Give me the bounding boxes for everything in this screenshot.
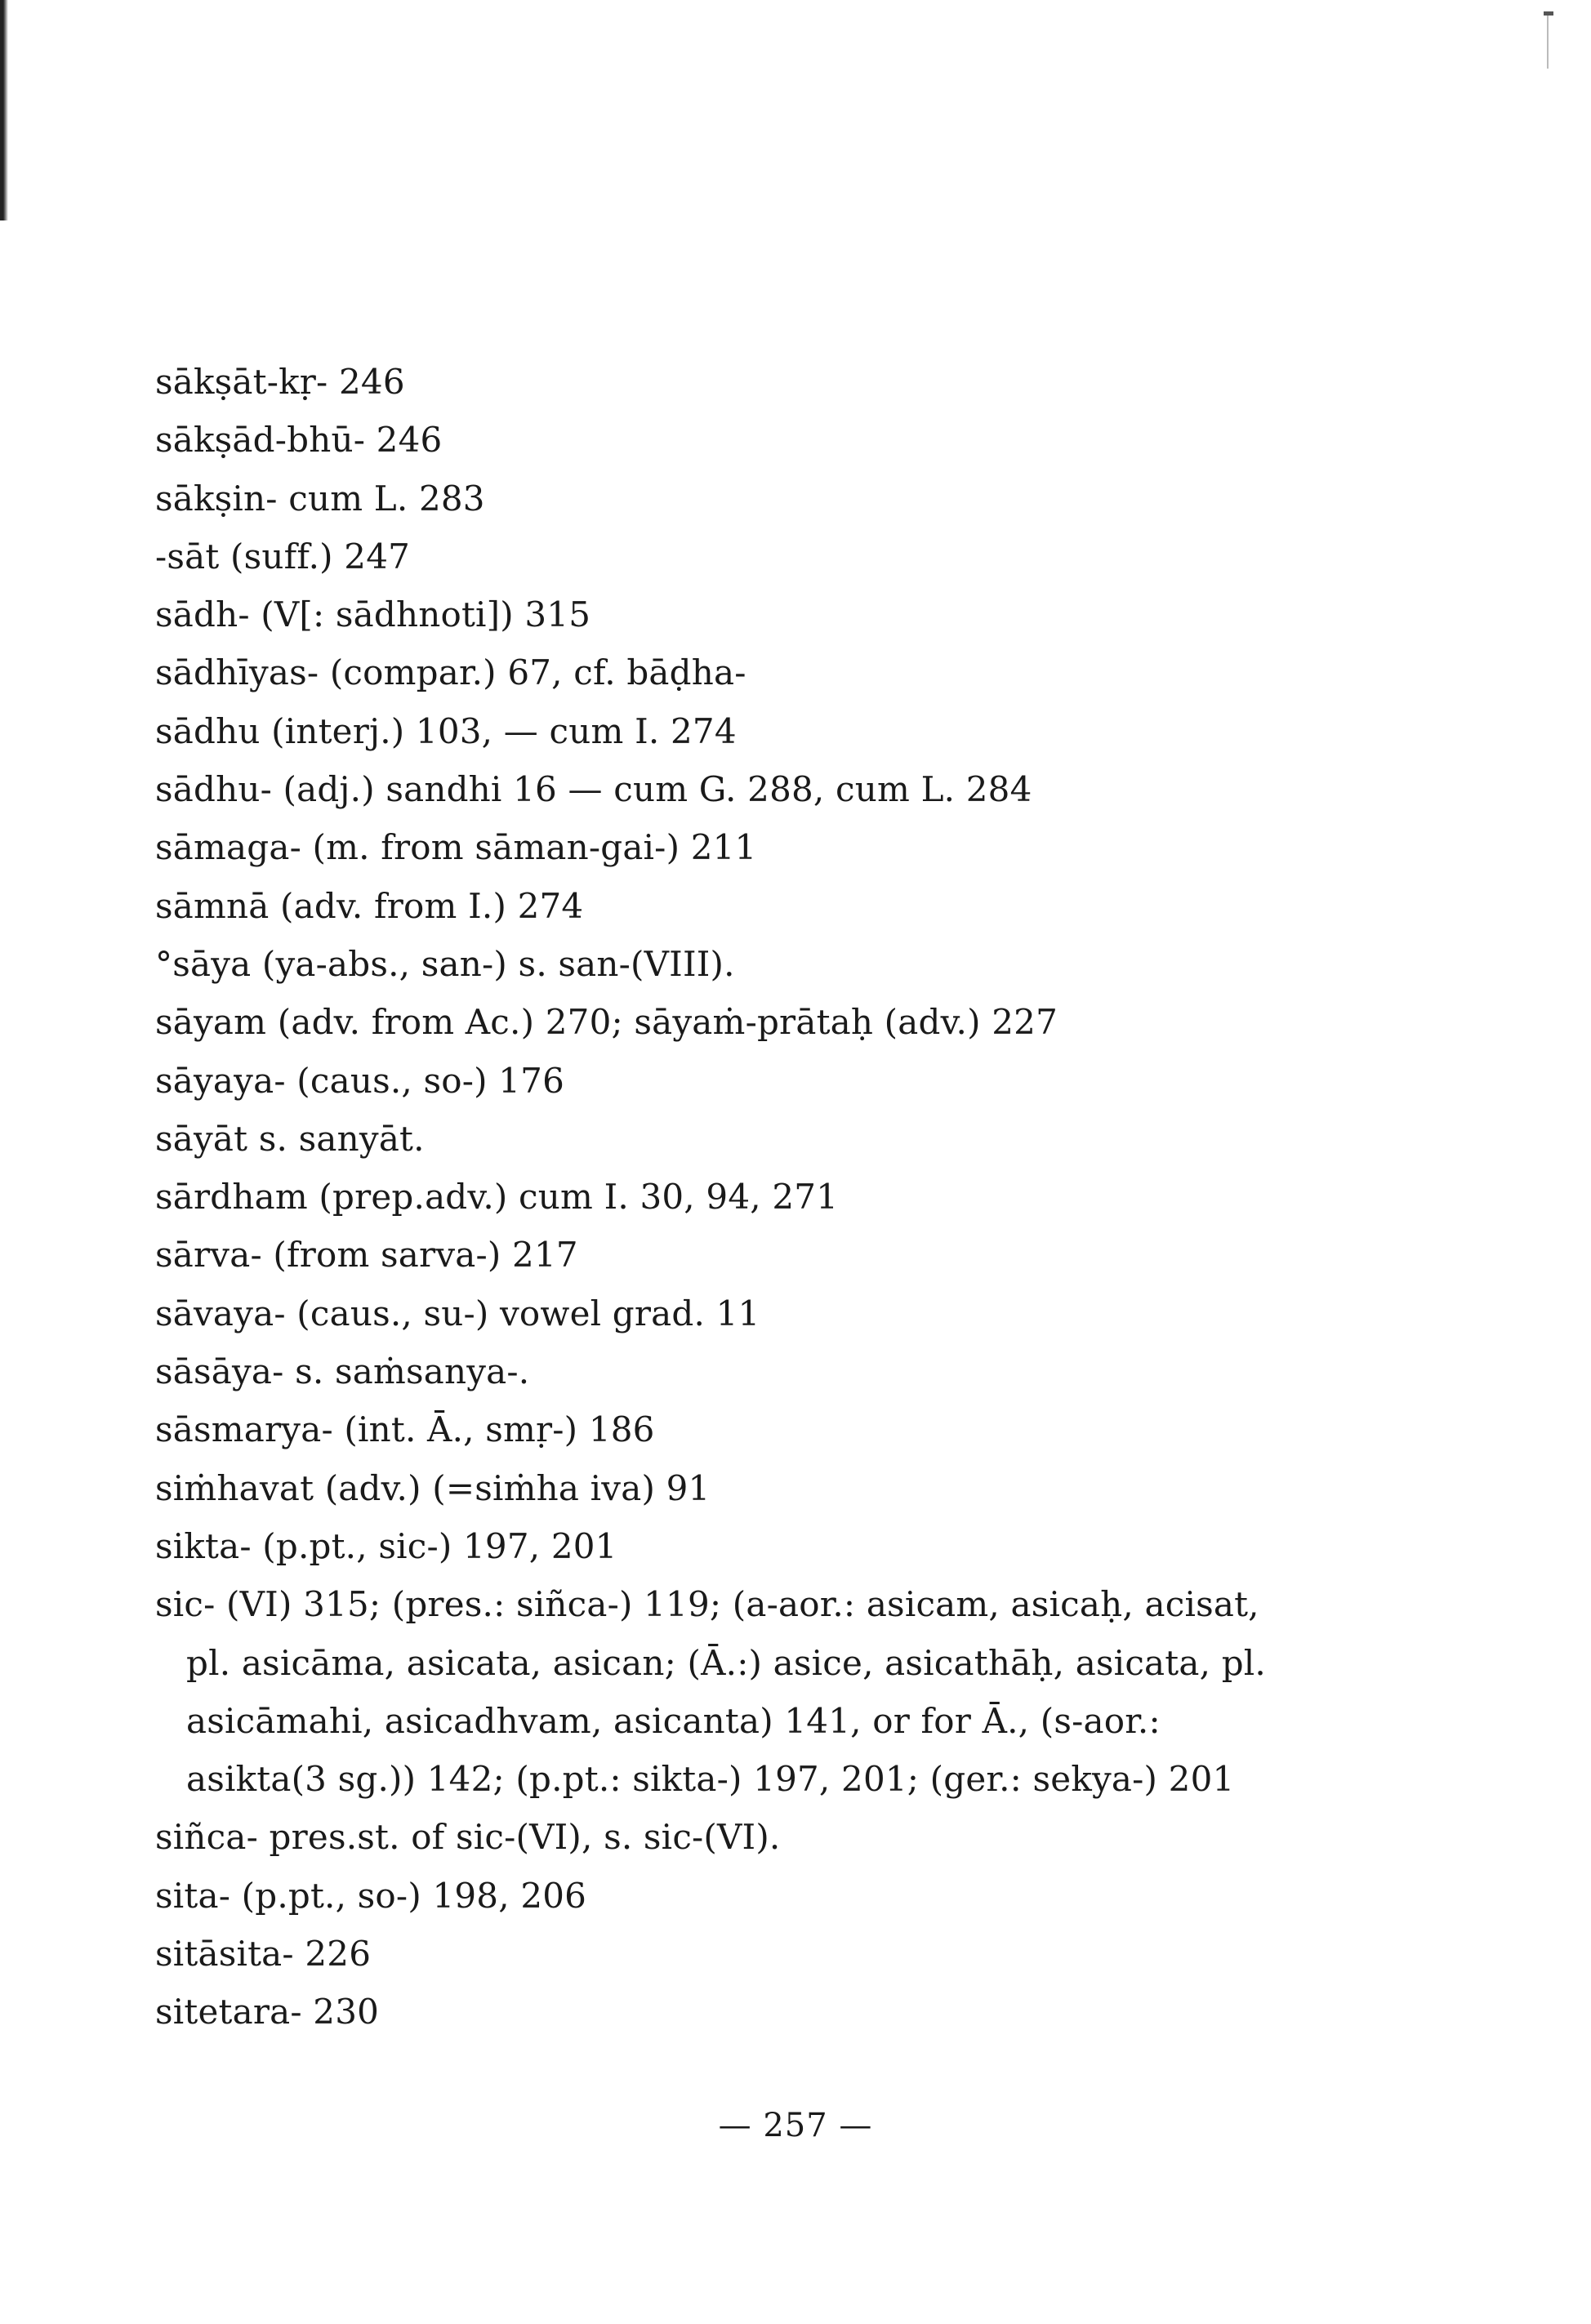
index-entry: sādhu- (adj.) sandhi 16 — cum G. 288, cum L. 284 — [155, 769, 1032, 810]
index-entry: siṁhavat (adv.) (=siṁha iva) 91 — [155, 1467, 711, 1508]
index-entry: sikta- (p.pt., sic-) 197, 201 — [155, 1525, 617, 1566]
index-entry: sāyāt s. sanyāt. — [155, 1118, 425, 1159]
index-entry: sādhu (interj.) 103, — cum I. 274 — [155, 710, 737, 751]
index-entry: sāsmarya- (int. Ā., smṛ-) 186 — [155, 1409, 655, 1450]
index-entry: sāmaga- (m. from sāman-gai-) 211 — [155, 827, 757, 868]
index-entry: sādh- (V[: sādhnoti]) 315 — [155, 594, 591, 635]
index-entry: sāvaya- (caus., su-) vowel grad. 11 — [155, 1293, 760, 1333]
index-entry: sāmnā (adv. from I.) 274 — [155, 885, 584, 926]
index-entry: -sāt (suff.) 247 — [155, 536, 411, 577]
index-entry: sitetara- 230 — [155, 1992, 380, 2032]
index-entry: sārdham (prep.adv.) cum I. 30, 94, 271 — [155, 1177, 839, 1218]
index-entry: sāyaya- (caus., so-) 176 — [155, 1060, 565, 1101]
index-entry: sitāsita- 226 — [155, 1934, 372, 1975]
index-entry: sārva- (from sarva-) 217 — [155, 1235, 578, 1276]
index-entry: sita- (p.pt., so-) 198, 206 — [155, 1875, 587, 1916]
index-entry: sāyam (adv. from Ac.) 270; sāyaṁ-prātaḥ (adv.) 227 — [155, 1002, 1058, 1043]
index-entry: siñca- pres.st. of sic-(VI), s. sic-(VI). — [155, 1817, 781, 1858]
index-entry: sic- (VI) 315; (pres.: siñca-) 119; (a-aor.: asicam, asicaḥ, acisat, pl. asicāma, asicata, asican; (Ā.:) asice, asicathāḥ, asicata, pl. asicāmahi, asicadhvam, asicanta) 141, or for Ā., (s-aor.: asikta(3 sg.)) 142; (p.pt.: sikta-) 197, 201; (ger.: sekya-) 201 — [155, 1584, 1266, 1800]
index-entry: sākṣāt-kṛ- 246 — [155, 362, 405, 402]
page-number: — 257 — — [718, 2107, 873, 2144]
index-entry: sāsāya- s. saṁsanya-. — [155, 1351, 530, 1392]
index-entry: sākṣād-bhū- 246 — [155, 420, 443, 461]
index-entry: sādhīyas- (compar.) 67, cf. bāḍha- — [155, 652, 746, 693]
index-entry: °sāya (ya-abs., san-) s. san-(VIII). — [155, 943, 735, 984]
scan-corner-mark — [1547, 11, 1549, 69]
index-entry: sākṣin- cum L. 283 — [155, 478, 485, 519]
index-list — [155, 353, 1495, 2092]
scan-edge-artifact — [0, 0, 8, 220]
